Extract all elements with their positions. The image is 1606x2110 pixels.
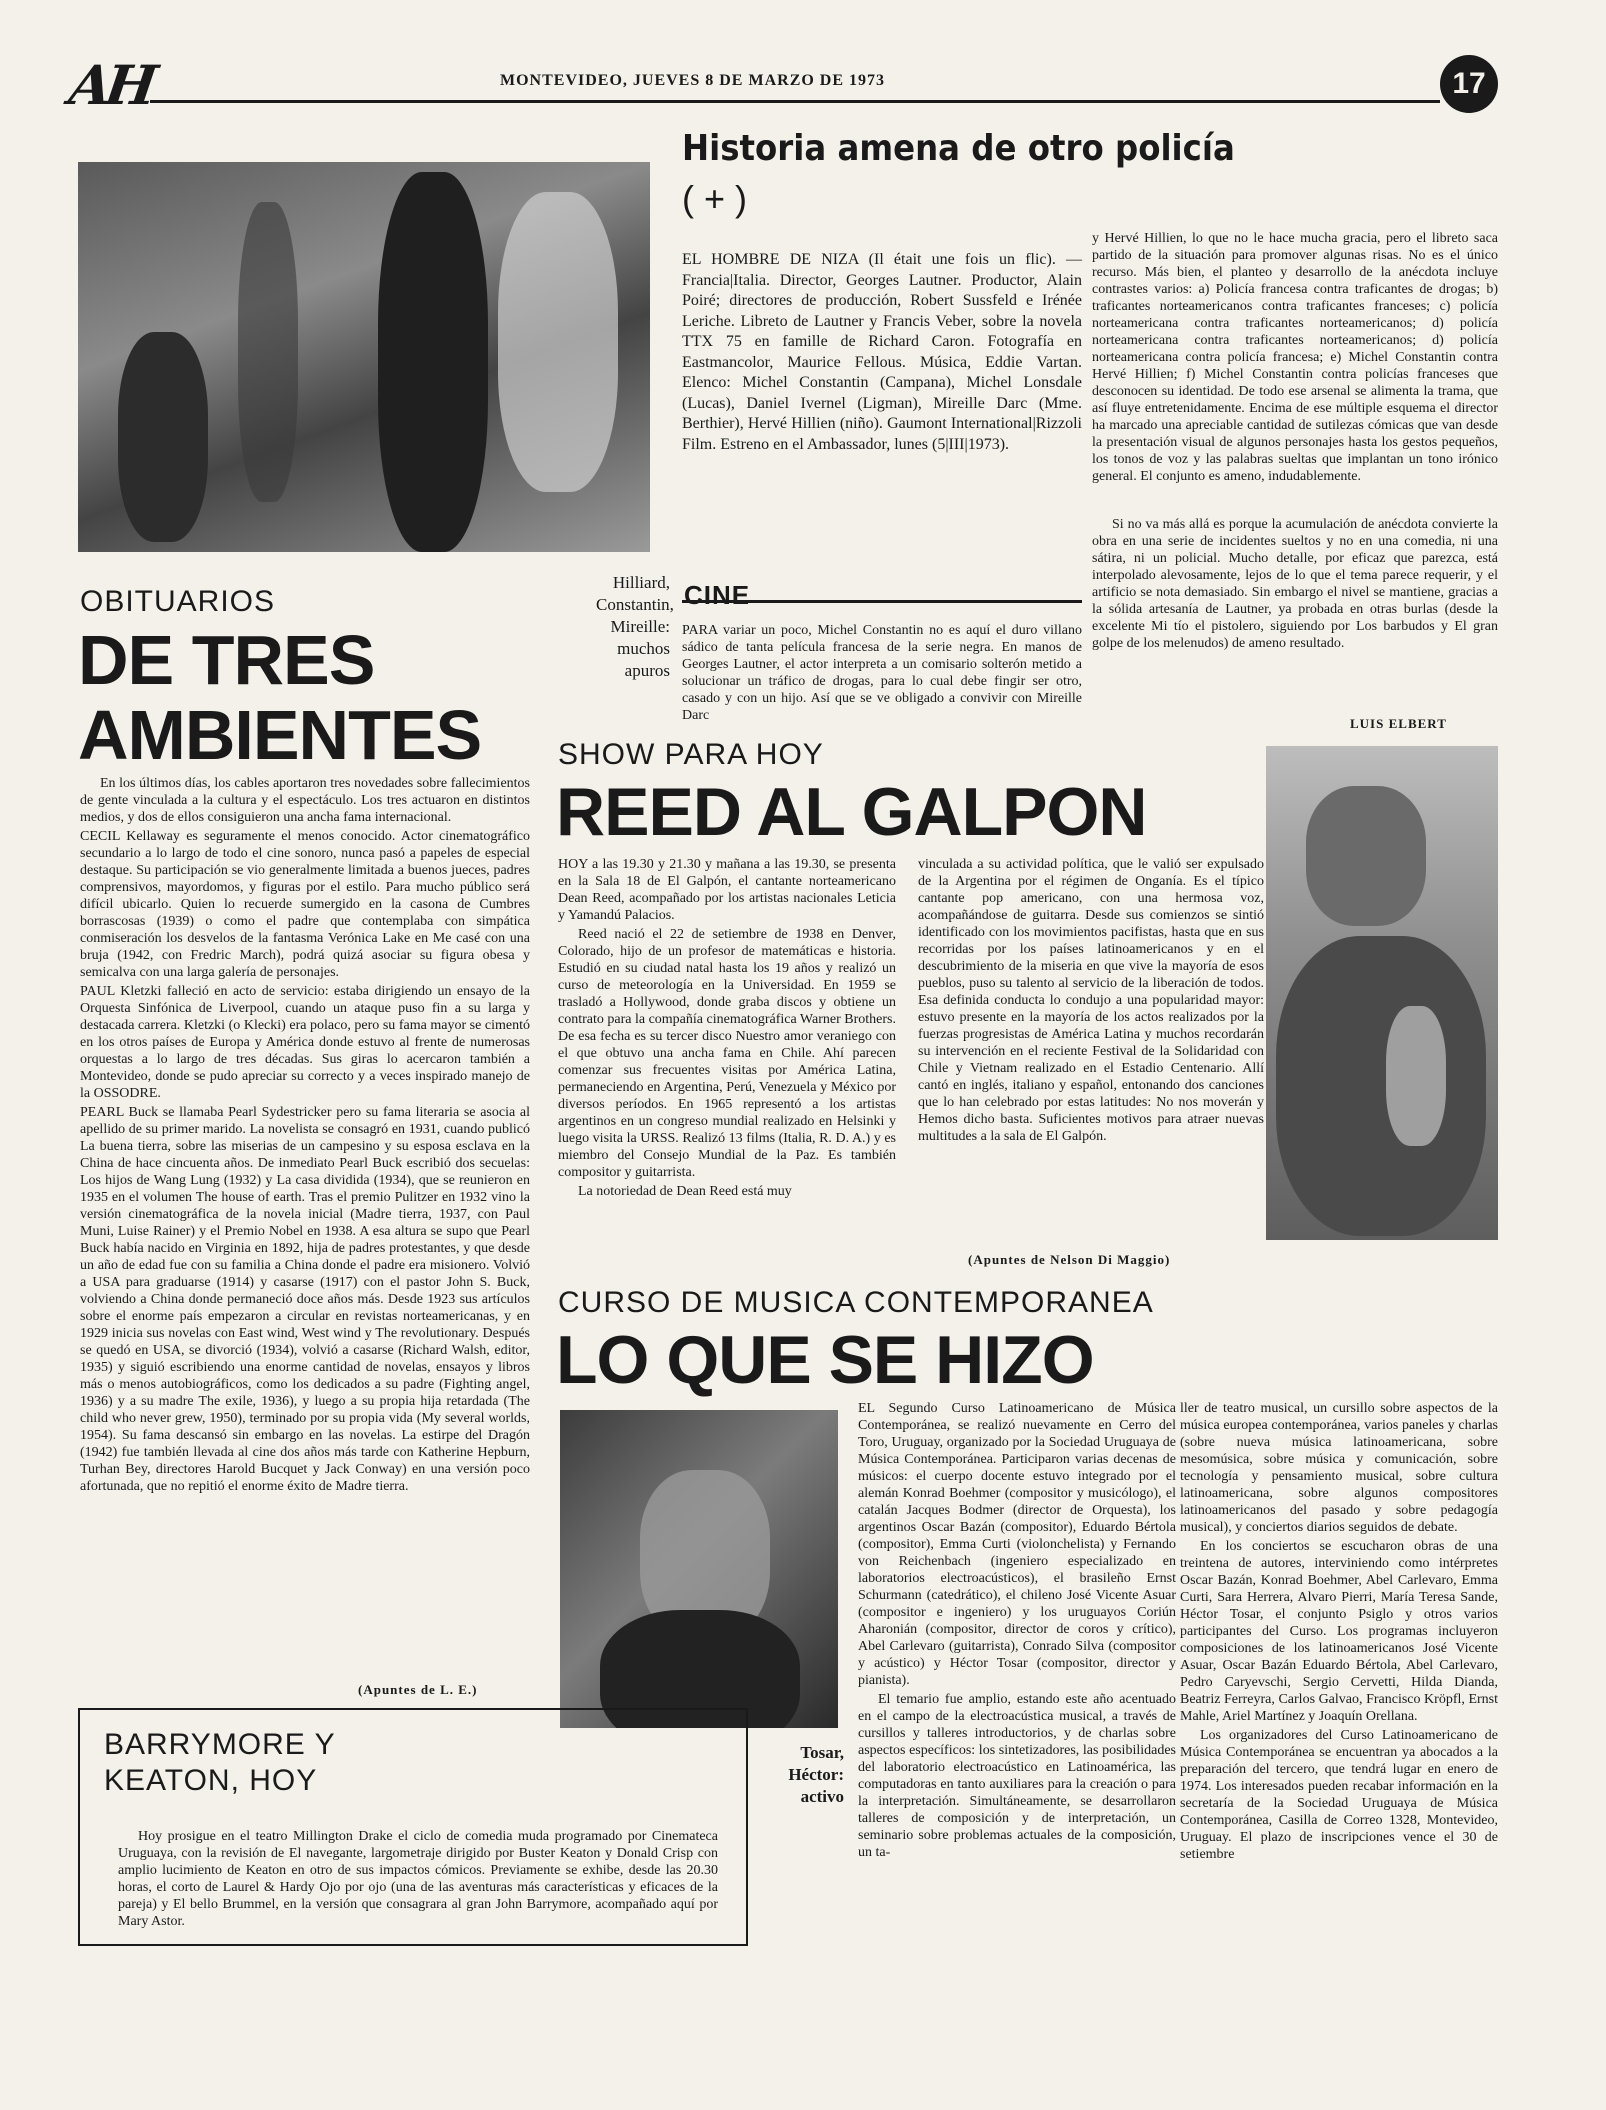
barrymore-title-line2: KEATON, HOY	[104, 1764, 318, 1797]
rating-badge: ( + )	[682, 178, 748, 219]
musica-col1	[858, 1400, 1176, 1863]
dean-reed-photo	[1266, 746, 1498, 1240]
newspaper-logo: AH	[65, 53, 156, 117]
obituarios-body	[80, 775, 530, 1497]
musica-col2-p1: ller de teatro musical, un cursillo sobre aspectos de la música europea contemporánea, varios paneles y charlas (sobre nueva música latinoamericana, sobre mesomúsica, sobre música y comunicación, sobre tecnología y pensamiento musical, sobre cultura latinoamericana, sobre algunos compositores latinoamericanos del pasado y sobre pedagogía musical), y conciertos diarios seguidos de debate.	[1180, 1401, 1498, 1535]
musica-col1-p1: EL Segundo Curso Latinoamericano de Música Contemporánea, se realizó nuevamente en Cerro del Toro, Uruguay, organizado por la Sociedad Uruguaya de Música Contemporánea. Participaron varias decenas de músicos: el cuerpo docente estuvo integrado por el alemán Konrad Boehmer (compositor y musicólogo), el catalán Jacques Bodmer (director de Orquesta), los argentinos Oscar Bazán (compositor), Eduardo Bértola (compositor), Emma Curti (violonchelista) y Fernando von Reichenbach (ingeniero especializado en laboratorios electroacústicos), el brasileño Ernst Schurmann (catedrático), el chileno José Vicente Asuar (compositor e ingeniero) y los uruguayos Coriún Aharonián (compositor, director de coros y crítico), Abel Carlevaro (guitarrista), Conrado Silva (compositor y acústico) y Héctor Tosar (compositor, director y pianista).	[858, 1401, 1176, 1688]
tosar-photo-caption: Tosar, Héctor: activo	[788, 1743, 844, 1806]
page-number: 17	[1440, 55, 1498, 113]
reed-kicker: SHOW PARA HOY	[558, 738, 824, 771]
reed-title: REED AL GALPON	[556, 774, 1147, 850]
musica-col2	[1180, 1400, 1498, 1865]
reed-col1-p3: La notoriedad de Dean Reed está muy	[578, 1184, 792, 1199]
obituarios-kicker: OBITUARIOS	[80, 585, 276, 618]
masthead-rule	[150, 100, 1440, 103]
barrymore-body: Hoy prosigue en el teatro Millington Drake el ciclo de comedia muda programado por Cinemateca Uruguaya, con la revisión de El navegante, largometraje dirigido por Buster Keaton y Donald Crisp con amplio lucimiento de Keaton en otro de sus impactos cómicos. Previamente se exhibe, desde las 20.30 horas, el corto de Laurel & Hardy Ojo por ojo (una de las aventuras más características y eficaces de la pareja) y El bello Brummel, en la versión que consagrara al gran John Barrymore, acompañado aquí por Mary Astor.	[118, 1829, 718, 1929]
reed-signature: (Apuntes de Nelson Di Maggio)	[968, 1252, 1171, 1267]
reed-col2: vinculada a su actividad política, que le valió ser expulsado de la Argentina por el régimen de Onganía. Es el típico cantante pop americano, con una hermosa voz, acompañándose de guitarra. Desde sus comienzos se sintió identificado con los movimientos pacifistas, hasta que en sus recorridas por los países latinoamericanos y en el descubrimiento de la miseria en que vive la mayoría de esos pueblos, puso su talento al servicio de la liberación de todos. Esa definida conducta lo condujo a una popularidad mayor: estuvo presente en la mayoría de los actos realizados por la fuerzas progresistas de América Latina y muchos recordarán su intervención en el reciente Festival de la Solidaridad con Chile y Vietnam realizado en el Estadio Centenario. Allí cantó en inglés, italiano y español, entonando dos canciones que lo han celebrado por estas latitudes: No nos moverán y Hemos dicho basta. Suficientes motivos para atraer nuevas multitudes a la sala de El Galpón.	[918, 857, 1264, 1144]
musica-kicker: CURSO DE MUSICA CONTEMPORANEA	[558, 1286, 1154, 1319]
musica-col2-p3: Los organizadores del Curso Latinoamericano de Música Contemporánea se encuentran ya abocados a la preparación del tercero, que tendrá lugar en enero de 1974. Los interesados pueden recabar información en la secretaría de la Sociedad Uruguaya de Música Contemporánea, Casilla de Correo 1328, Montevideo, Uruguay. El plazo de inscripciones vence el 30 de setiembre	[1180, 1728, 1498, 1862]
musica-col2-p2: En los conciertos se escucharon obras de una treintena de autores, interviniendo como intérpretes Oscar Bazán, Konrad Boehmer, Abel Carlevaro, Emma Curti, Sara Herrera, Alvaro Pierri, María Teresa Sande, Héctor Tosar, el conjunto Psiglo y otros varios participantes del Curso. Los programas incluyeron composiciones de los latinoamericanos José Vicente Asuar, Oscar Bazán Eduardo Bértola, Abel Carlevaro, Pedro Caryevschi, Sergio Cervetti, Hilda Dianda, Beatriz Ferreyra, Carlos Galvao, Francisco Kröpfl, Ernst Mahle, Ariel Martínez y Joaquín Orellana.	[1180, 1539, 1498, 1724]
reed-col1	[558, 856, 896, 1202]
film-credits: EL HOMBRE DE NIZA (Il était une fois un flic). — Francia|Italia. Director, Georges Lautner. Productor, Alain Poiré; directores de producción, Robert Sussfeld e Irénée Leriche. Libreto de Lautner y Francis Veber, sobre la novela TTX 75 en famille de Richard Caron. Fotografía en Eastmancolor, Maurice Fellous. Música, Eddie Vartan. Elenco: Michel Constantin (Campana), Michel Lonsdale (Lucas), Daniel Ivernel (Ligman), Mireille Darc (Mme. Berthier), Hervé Hillien (niño). Gaumont International|Rizzoli Film. Estreno en el Ambassador, lunes (5|III|1973).	[682, 251, 1082, 453]
film-review-col2: y Hervé Hillien, lo que no le hace mucha gracia, pero el libreto saca partido de la situación para promover algunas risas. No es el único recurso. Más bien, el planteo y desarrollo de la anécdota incluye contrastes varios: a) Policía francesa contra traficantes de drogas; b) traficantes norteamericanos contra traficantes franceses; c) policía norteamericana contra traficantes norteamericanos; d) policía norteamericana contra traficantes norteamericanos; d) policía norteamericana contra policía francesa; e) Michel Constantin contra Hervé Hillien; f) Michel Constantin contra policías franceses que desconocen su identidad. De todo ese arsenal se alimenta la trama, que así fluye entretenidamente. Encima de ese múltiple esquema el director ha marcado una apreciable cantidad de sutilezas cómicas que van desde la presentación visual de algunos personajes hasta los gestos pequeños, los tonos de voz y las palabras sueltas que implantan un tono irónico general. El conjunto es ameno, indudablemente.	[1092, 231, 1498, 484]
cine-section-label: CINE	[684, 580, 751, 610]
film-review-lead: PARA variar un poco, Michel Constantin no es aquí el duro villano sádico de tanta película francesa de la serie negra. En manos de Georges Lautner, el actor interpreta a un comisario solterón metido a solucionar un tráfico de drogas, para lo cual debe fingir ser otro, casado y con un hijo. Así que se ve obligado a convivir con Mireille Darc	[682, 623, 1082, 723]
obituarios-signature: (Apuntes de L. E.)	[358, 1682, 478, 1697]
barrymore-title-line1: BARRYMORE Y	[104, 1728, 336, 1761]
film-review-col2b: Si no va más allá es porque la acumulación de anécdota convierte la obra en una serie de incidentes sueltos y no en una comedia, ni una sátira, ni un policial. Mucho detalle, por eficaz que parezca, está interpolado alevosamente, lejos de lo que el tema parece requerir, y el artificio se nota demasiado. Sin embargo el nivel se mantiene, gracias a la sólida artesanía de Lautner, ya probada en otras burlas (desde la excelente Mi tío el pistolero, siguiendo por Los barbudos y El gran golpe de los melenudos) de ameno resultado.	[1092, 517, 1498, 651]
film-review-title: Historia amena de otro policía	[682, 128, 1235, 169]
obituario-kellaway: CECIL Kellaway es seguramente el menos conocido. Actor cinematográfico secundario a lo largo de todo el cine sonoro, nunca pasó a papeles de especial destaque. Su participación se vio generalmente limitada a buenos jueces, padres comprensivos, mayordomos, y figuras por el estilo. Para mucho público será difícil ubicarlo. Quien lo recuerde sumergido en la casona de Cumbres borrascosas (1939) o como el padre que contemplaba con simpática conmiseración los desvelos de la fantasma Verónica Lake en Me casé con una bruja (1942, con Fredric March), podrá quizá asociar su figura obesa y semicalva con una larga galería de personajes.	[80, 829, 530, 980]
obituarios-title-line2: AMBIENTES	[78, 696, 482, 774]
film-photo-caption: Hilliard, Constantin, Mireille: muchos apuros	[596, 573, 674, 680]
film-review-signature: LUIS ELBERT	[1350, 716, 1447, 731]
obituario-buck: PEARL Buck se llamaba Pearl Sydestricker pero su fama literaria se asocia al apellido de su primer marido. La novelista se consagró en 1931, cuando publicó La buena tierra, sobre las miserias de un campesino y su esposa esclava en la China de hace cincuenta años. De inmediato Pearl Buck escribió dos secuelas: Los hijos de Wang Lung (1932) y La casa dividida (1934), que se reunieron en 1935 en el volumen The house of earth. Tras el premio Pulitzer en 1932 vino la versión cinematográfica de la novela inicial (Madre tierra, 1937, con Paul Muni, Luise Rainer) y el Premio Nobel en 1938. A esa altura se supo que Pearl Buck había nacido en Virginia en 1892, hija de padres protestantes, y que desde un año de edad fue con su familia a China donde el padre era misionero. Volvió a USA para graduarse (1914) y casarse (1917) con el pastor John S. Buck, volviendo a China donde permaneció doce años más. Desde 1923 sus artículos sobre el enorme país empezaron a circular en revistas norteamericanas, y en 1929 inicia sus novelas con East wind, West wind y The revolutionary. Después se quedó en USA, se divorció (1934), volvió a casarse (Richard Walsh, editor, 1935) y siguió escribiendo una enorme cantidad de novelas, ensayos y libros más o menos autobiográficos, como los dedicados a su padre (Fighting angel, 1936) y a su madre The exile, 1936), y luego a su propia hija retardada (The child who never grew, 1950), terminado por su propia vida (My several worlds, 1954). Su fama descansó sin embargo en las novelas. La estirpe del Dragón (1942) fue también llevada al cine dos años más tarde con Katherine Hepburn, Turhan Bey, directores Harold Bucquet y Jack Conway) en una versión poco afortunada, que no repitió el enorme éxito de Madre tierra.	[80, 1105, 530, 1494]
musica-title: LO QUE SE HIZO	[556, 1322, 1094, 1398]
reed-col1-p1: HOY a las 19.30 y 21.30 y mañana a las 19.30, se presenta en la Sala 18 de El Galpón, el cantante norteamericano Dean Reed, acompañado por los artistas nacionales Leticia y Yamandú Palacios.	[558, 857, 896, 923]
obituario-kletzki: PAUL Kletzki falleció en acto de servicio: estaba dirigiendo un ensayo de la Orquesta Sinfónica de Liverpool, cuando un ataque puso fin a su larga y destacada carrera. Kletzki (o Klecki) era polaco, pero su fama mayor se cimentó en los otros países de Europa y América donde estuvo al frente de numerosas orquestas a lo largo de tres décadas. Sus giras lo acercaron también a Montevideo, donde se pudo apreciar su correcto y a veces inspirado manejo de la OSSODRE.	[80, 984, 530, 1101]
reed-col1-p2: Reed nació el 22 de setiembre de 1938 en Denver, Colorado, hijo de un profesor de matemáticas e historia. Estudió en su ciudad natal hasta los 19 años y realizó un curso de meteorología en la Universidad. En 1959 se trasladó a Hollywood, donde graba discos y obtiene un contrato para la compañía cinematográfica Warner Brothers. De esa fecha es su tercer disco Nuestro amor veraniego con el que obtuvo una ancha fama en Chile. Ahí parecen comenzar sus frecuentes visitas por América Latina, permaneciendo en Argentina, Perú, Venezuela y México por diversos períodos. En 1965 representó a los artistas argentinos en un congreso mundial realizado en Helsinki y luego visita la URSS. Realizó 13 films (Italia, R. D. A.) y es miembro del Consejo Mundial de la Paz. Es también compositor y guitarrista.	[558, 927, 896, 1180]
film-still-photo	[78, 162, 650, 552]
obituarios-title-line1: DE TRES	[78, 621, 375, 699]
hector-tosar-photo	[560, 1410, 838, 1728]
musica-col1-p2: El temario fue amplio, estando este año acentuado en el campo de la electroacústica musical, a través de cursillos y talleres introductorios, y de charlas sobre aspectos específicos: los sintetizadores, las posibilidades del laboratorio electroacústico en Latinoamérica, las computadoras en tanto auxiliares para la creación o para la interpretación. Simultáneamente, se desarrollaron talleres de composición y de interpretación, un seminario sobre problemas actuales de la composición, un ta-	[858, 1692, 1176, 1860]
dateline: MONTEVIDEO, JUEVES 8 DE MARZO DE 1973	[500, 72, 886, 89]
obituarios-intro: En los últimos días, los cables aportaron tres novedades sobre fallecimientos de gente vinculada a la cultura y el espectáculo. Los tres actuaron en distintos medios, y dos de ellos consiguieron una ancha fama internacional.	[80, 776, 530, 825]
